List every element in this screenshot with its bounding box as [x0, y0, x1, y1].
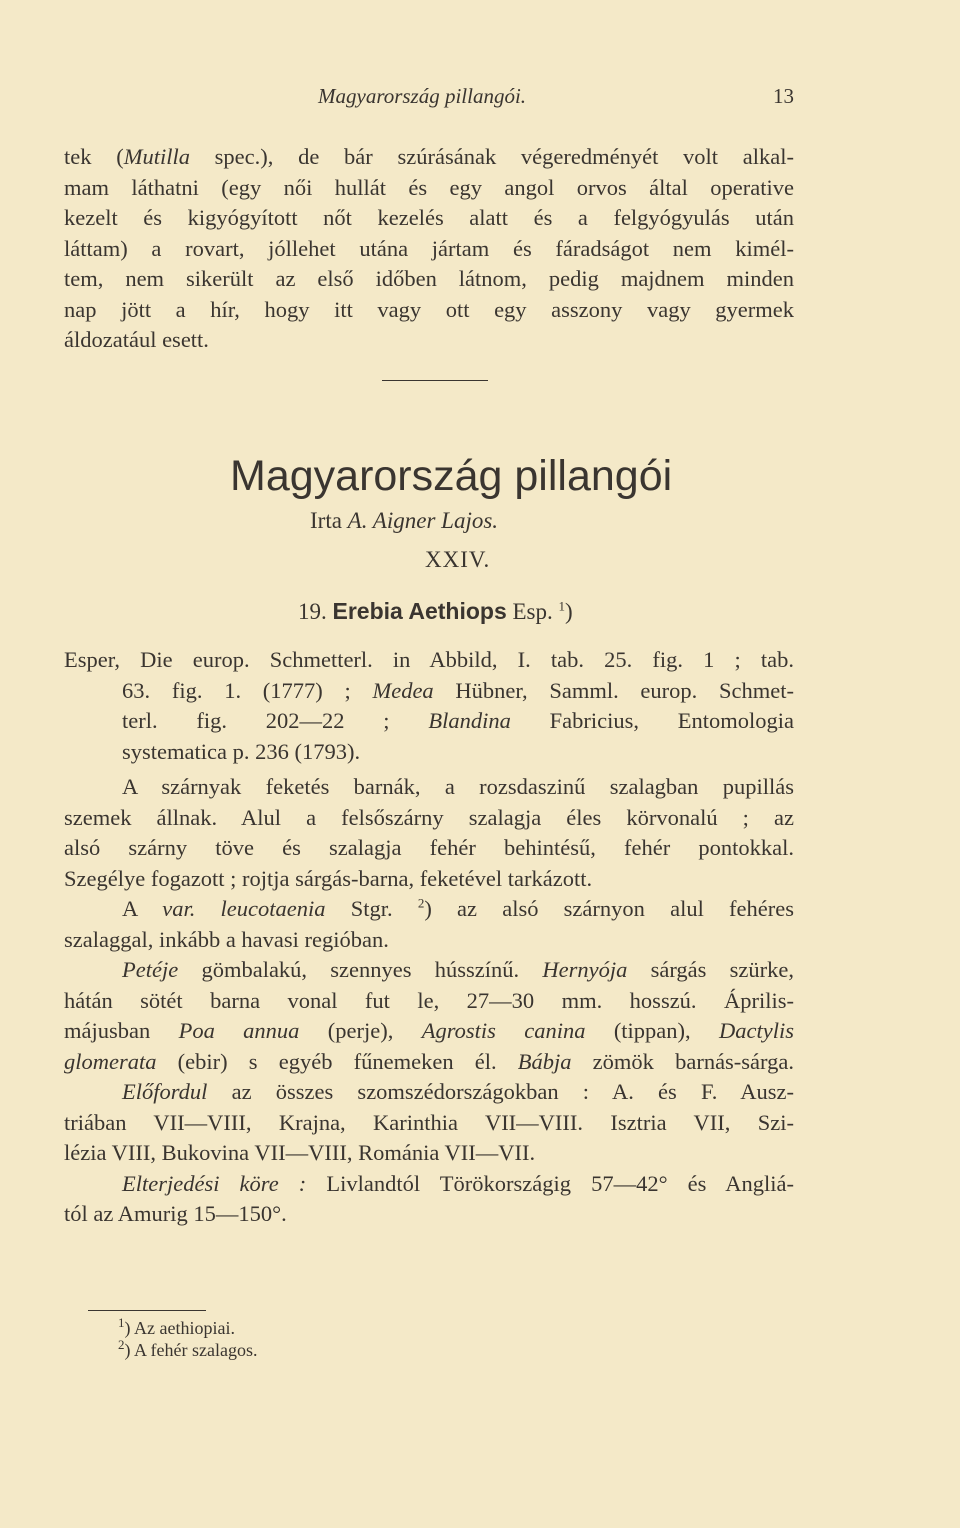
running-head [318, 84, 794, 109]
text-line: Elterjedési köre : Livlandtól Törökországig 57—42° és Angliá- [122, 1170, 795, 1196]
text-line: Szegélye fogazott ; rojtja sárgás-barna, feketével tarkázott. [64, 865, 593, 891]
references-paragraph [64, 645, 794, 767]
italic-term: Blandina [428, 708, 511, 733]
text-line: mam láthatni (egy női hullát és egy angol orvos által operative [64, 174, 794, 200]
footnote-mark: 1 [118, 1315, 125, 1330]
footnote: $^1$) Az aethiopiai. [118, 1315, 235, 1338]
text-line: alsó szárny töve és szalagja fehér behintésű, fehér pontokkal. [64, 835, 794, 860]
text-line: Előfordul az összes szomszédországokban : A. és F. Ausz- [122, 1079, 794, 1104]
footnote-ref: 2 [417, 895, 425, 911]
italic-term: Poa annua [178, 1018, 300, 1043]
text-line: szalaggal, inkább a havasi regióban. [64, 926, 389, 952]
page-number: 13 [773, 84, 794, 108]
description-paragraph [64, 772, 794, 1230]
italic-term: Dactylis [719, 1018, 794, 1043]
text-line: hátán sötét barna vonal fut le, 27—30 mm. hosszú. Április- [64, 987, 794, 1013]
text-line: A var. leucotaenia Stgr. $^2$) az alsó szárnyon alul fehéres [122, 895, 794, 921]
author-name: A. Aigner Lajos. [347, 508, 499, 533]
text-line: tek (Mutilla spec.), de bár szúrásának végeredményét volt alkal- [64, 144, 794, 169]
intro-paragraph [64, 142, 794, 356]
italic-term: Mutilla [123, 144, 190, 169]
footnote: $^2$) A fehér szalagos. [118, 1337, 258, 1360]
text-line: 63. fig. 1. (1777) ; Medea Hübner, Samml. europ. Schmet- [122, 677, 794, 703]
article-title: Magyarország pillangói [230, 452, 673, 500]
text-line: nap jött a hír, hogy itt vagy ott egy asszony vagy gyermek [64, 296, 794, 322]
italic-term: Bábja [517, 1048, 572, 1074]
italic-term: Előfordul [122, 1079, 208, 1104]
italic-term: Agrostis canina [421, 1018, 586, 1043]
running-title: Magyarország pillangói. [318, 84, 527, 108]
text-line: Petéje gömbalakú, szennyes hússzínű. Hernyója sárgás szürke, [122, 957, 795, 982]
footnote-ref: 1 [558, 598, 565, 614]
author-line [310, 508, 498, 534]
italic-term: Hernyója [542, 957, 628, 982]
text-line: triában VII—VIII, Krajna, Karinthia VII—VIII. Isztria VII, Szi- [64, 1109, 794, 1135]
footnote-text: Az aethiopiai. [134, 1318, 235, 1338]
italic-term: var. leucotaenia [162, 896, 326, 921]
text-line: A szárnyak feketés barnák, a rozsdaszinű szalagban pupillás [122, 774, 794, 799]
footnote-mark: 2 [118, 1337, 125, 1352]
italic-term: Medea [372, 677, 434, 703]
part-number: XXIV. [425, 547, 491, 572]
species-author: Esp. [512, 599, 553, 624]
species-heading: 19. Erebia Aethiops Esp. $^1$) [298, 598, 573, 624]
species-number: 19. [298, 599, 327, 624]
text-line: Esper, Die europ. Schmetterl. in Abbild, I. tab. 25. fig. 1 ; tab. [64, 647, 794, 672]
text-line: terl. fig. 202—22 ; Blandina Fabricius, Entomologia [122, 708, 794, 733]
author-prefix: Irta [310, 508, 342, 533]
italic-term: Petéje [122, 957, 179, 982]
species-name: Erebia Aethiops [332, 598, 507, 624]
text-line: áldozatául esett. [64, 327, 209, 352]
text-line: glomerata (ebir) s egyéb fűnemeken él. Bábja zömök barnás-sárga. [64, 1048, 794, 1074]
footnote-divider [88, 1310, 206, 1311]
italic-term: Elterjedési köre : [122, 1170, 307, 1196]
text-line: kezelt és kigyógyított nőt kezelés alatt és a felgyógyulás után [64, 205, 794, 230]
section-divider [382, 380, 488, 381]
text-line: láttam) a rovart, jóllehet utána jártam és fáradságot nem kimél- [64, 235, 794, 261]
text-line: májusban Poa annua (perje), Agrostis canina (tippan), Dactylis [64, 1018, 794, 1043]
footnote-text: A fehér szalagos. [134, 1340, 258, 1360]
text-line: lézia VIII, Bukovina VII—VIII, Románia VII—VII. [64, 1140, 536, 1165]
text-line: szemek állnak. Alul a felsőszárny szalagja éles körvonalú ; az [64, 804, 794, 830]
italic-term: glomerata [64, 1048, 157, 1074]
text-line: systematica p. 236 (1793). [122, 738, 361, 764]
text-line: tól az Amurig 15—150°. [64, 1201, 287, 1226]
text-line: tem, nem sikerült az első időben látnom, pedig majdnem minden [64, 266, 794, 291]
